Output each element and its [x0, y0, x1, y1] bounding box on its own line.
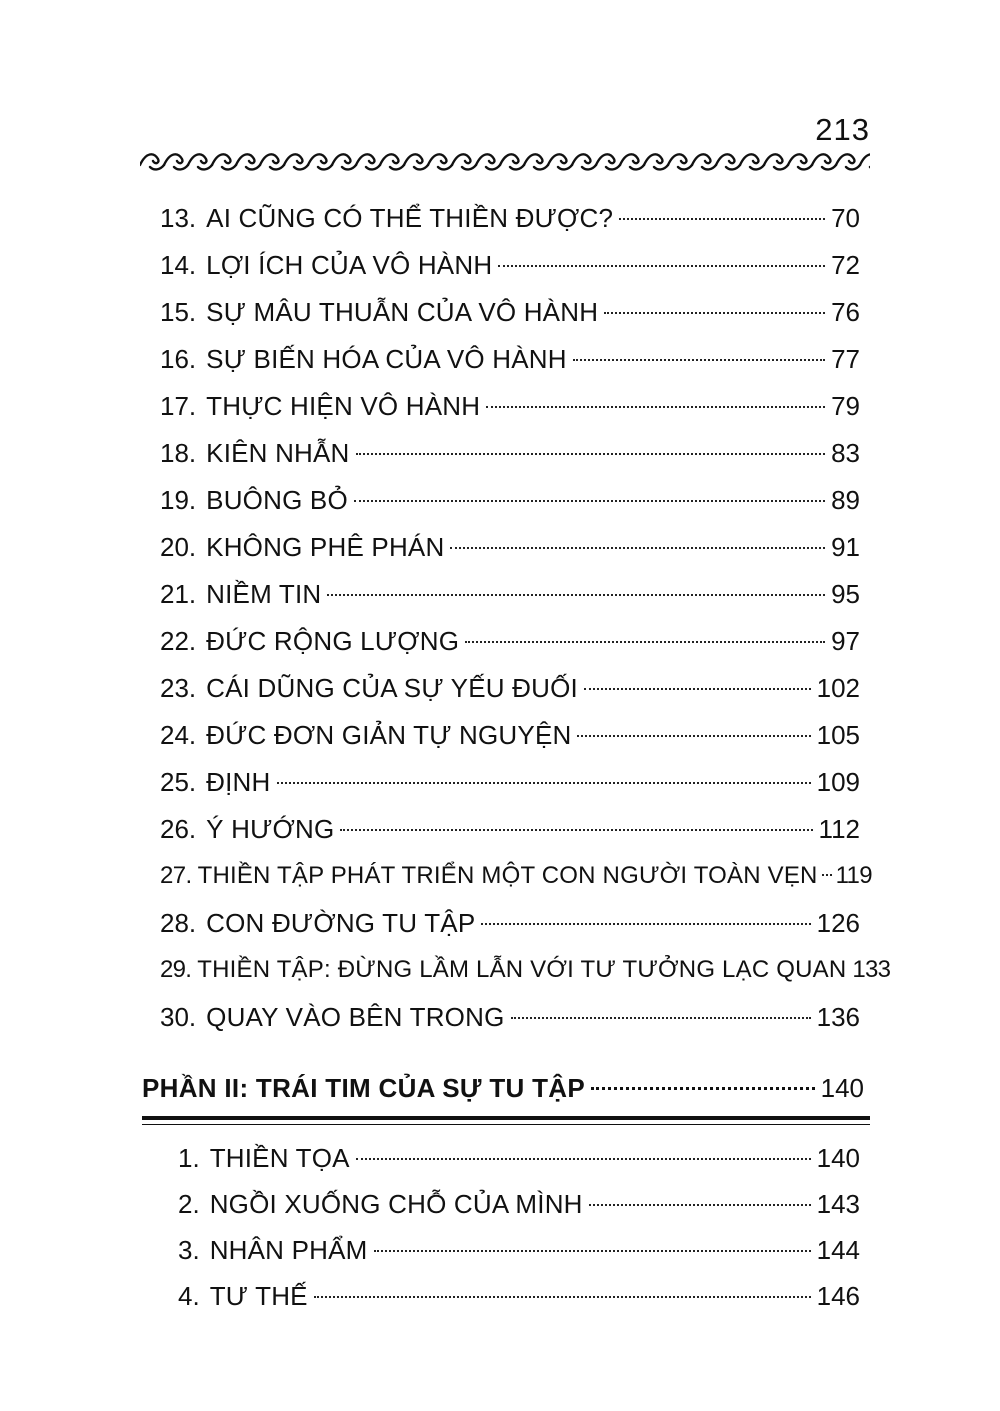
part-page: 140: [820, 1073, 864, 1103]
toc-entry[interactable]: [160, 198, 860, 238]
dot-leader: [374, 1250, 811, 1252]
entry-title: THIỀN TẬP PHÁT TRIỂN MỘT CON NGƯỜI TOÀN VẸN: [197, 862, 818, 889]
entry-title: SỰ BIẾN HÓA CỦA VÔ HÀNH: [206, 344, 567, 374]
entry-page: 77: [831, 344, 860, 374]
toc-entry[interactable]: [160, 292, 860, 332]
entry-title: NGỒI XUỐNG CHỖ CỦA MÌNH: [209, 1189, 583, 1219]
entry-number: 2.: [178, 1189, 200, 1219]
divider-thick: [142, 1116, 870, 1120]
entry-number: 21.: [160, 579, 197, 609]
entry-page: 146: [816, 1281, 860, 1311]
toc-entry[interactable]: [160, 903, 860, 943]
entry-page: 112: [818, 814, 860, 844]
entry-page: 109: [816, 767, 860, 797]
entry-page: 136: [816, 1002, 860, 1032]
toc-entry[interactable]: [160, 480, 860, 520]
toc-entry[interactable]: [178, 1184, 860, 1224]
entry-title: KHÔNG PHÊ PHÁN: [206, 532, 445, 562]
entry-number: 1.: [178, 1143, 200, 1173]
toc-entry[interactable]: [160, 762, 860, 802]
toc-entry[interactable]: [160, 339, 860, 379]
entry-title: SỰ MÂU THUẪN CỦA VÔ HÀNH: [206, 297, 599, 327]
entry-title: QUAY VÀO BÊN TRONG: [206, 1002, 505, 1032]
entry-number: 14.: [160, 250, 197, 280]
entry-title: Ý HƯỚNG: [206, 814, 335, 844]
entry-title: THỰC HIỆN VÔ HÀNH: [206, 391, 481, 421]
entry-page: 97: [831, 626, 860, 656]
toc-entry[interactable]: [160, 715, 860, 755]
entry-title: ĐỊNH: [206, 767, 271, 797]
entry-page: 95: [831, 579, 860, 609]
entry-number: 3.: [178, 1235, 200, 1265]
entry-title: AI CŨNG CÓ THỂ THIỀN ĐƯỢC?: [206, 203, 614, 233]
entry-title: NIỀM TIN: [206, 579, 322, 609]
toc-entry[interactable]: [160, 856, 873, 896]
entry-title: BUÔNG BỎ: [206, 485, 348, 515]
entry-title: NHÂN PHẨM: [209, 1235, 368, 1265]
entry-number: 30.: [160, 1002, 197, 1032]
entry-number: 27.: [160, 862, 192, 889]
toc-entry[interactable]: [160, 386, 860, 426]
entry-number: 18.: [160, 438, 197, 468]
toc-entry[interactable]: [160, 997, 860, 1037]
dot-leader: [354, 500, 825, 502]
dot-leader: [356, 1158, 811, 1160]
entry-number: 19.: [160, 485, 197, 515]
dot-leader: [481, 923, 810, 925]
entry-page: 89: [831, 485, 860, 515]
entry-number: 23.: [160, 673, 197, 703]
dot-leader: [584, 688, 811, 690]
toc-entry[interactable]: [178, 1138, 860, 1178]
entry-number: 16.: [160, 344, 197, 374]
entry-title: CÁI DŨNG CỦA SỰ YẾU ĐUỐI: [206, 673, 578, 703]
entry-page: 72: [831, 250, 860, 280]
entry-page: 119: [835, 862, 873, 889]
entry-title: CON ĐƯỜNG TU TẬP: [206, 908, 476, 938]
dot-leader: [511, 1017, 811, 1019]
dot-leader: [591, 1087, 815, 1090]
toc-entry[interactable]: [178, 1276, 860, 1316]
entry-title: ĐỨC ĐƠN GIẢN TỰ NGUYỆN: [206, 720, 572, 750]
toc-entry[interactable]: [178, 1230, 860, 1270]
dot-leader: [277, 782, 811, 784]
toc-entry[interactable]: [160, 433, 860, 473]
dot-leader: [327, 594, 825, 596]
entry-number: 20.: [160, 532, 197, 562]
entry-page: 70: [831, 203, 860, 233]
dot-leader: [577, 735, 810, 737]
toc-entry[interactable]: [160, 527, 860, 567]
entry-page: 91: [831, 532, 860, 562]
entry-page: 140: [816, 1143, 860, 1173]
entry-page: 102: [816, 673, 860, 703]
entry-page: 76: [831, 297, 860, 327]
entry-number: 13.: [160, 203, 197, 233]
decorative-border-ornament: [140, 150, 870, 172]
toc-entry[interactable]: [160, 809, 860, 849]
dot-leader: [356, 453, 826, 455]
dot-leader: [340, 829, 812, 831]
entry-number: 4.: [178, 1281, 200, 1311]
entry-title: LỢI ÍCH CỦA VÔ HÀNH: [206, 250, 493, 280]
entry-page: 144: [816, 1235, 860, 1265]
toc-entry[interactable]: [160, 621, 860, 661]
entry-number: 22.: [160, 626, 197, 656]
entry-page: 133: [852, 956, 891, 983]
dot-leader: [619, 218, 825, 220]
entry-number: 29.: [160, 956, 192, 983]
dot-leader: [465, 641, 825, 643]
toc-entry[interactable]: [160, 245, 860, 285]
dot-leader: [604, 312, 825, 314]
entry-title: ĐỨC RỘNG LƯỢNG: [206, 626, 460, 656]
entry-page: 79: [831, 391, 860, 421]
entry-title: TƯ THẾ: [209, 1281, 308, 1311]
entry-title: KIÊN NHẪN: [206, 438, 350, 468]
toc-entry[interactable]: [160, 574, 860, 614]
entry-number: 15.: [160, 297, 197, 327]
toc-entry[interactable]: [160, 950, 891, 990]
entry-page: 143: [816, 1189, 860, 1219]
entry-page: 126: [816, 908, 860, 938]
page-number: 213: [815, 112, 870, 147]
dot-leader: [822, 874, 832, 876]
divider-thin: [142, 1124, 870, 1125]
entry-page: 105: [816, 720, 860, 750]
entry-number: 26.: [160, 814, 197, 844]
entry-number: 24.: [160, 720, 197, 750]
dot-leader: [450, 547, 825, 549]
part-title: PHẦN II: TRÁI TIM CỦA SỰ TU TẬP: [142, 1073, 585, 1103]
entry-title: THIỀN TẬP: ĐỪNG LẦM LẪN VỚI TƯ TƯỞNG LẠC QUAN: [197, 956, 847, 983]
dot-leader: [573, 359, 825, 361]
toc-entry[interactable]: [160, 668, 860, 708]
dot-leader: [589, 1204, 811, 1206]
entry-page: 83: [831, 438, 860, 468]
dot-leader: [486, 406, 825, 408]
entry-title: THIỀN TỌA: [209, 1143, 350, 1173]
entry-number: 17.: [160, 391, 197, 421]
entry-number: 25.: [160, 767, 197, 797]
entry-number: 28.: [160, 908, 197, 938]
dot-leader: [498, 265, 825, 267]
part-heading[interactable]: [142, 1068, 864, 1108]
dot-leader: [314, 1296, 811, 1298]
